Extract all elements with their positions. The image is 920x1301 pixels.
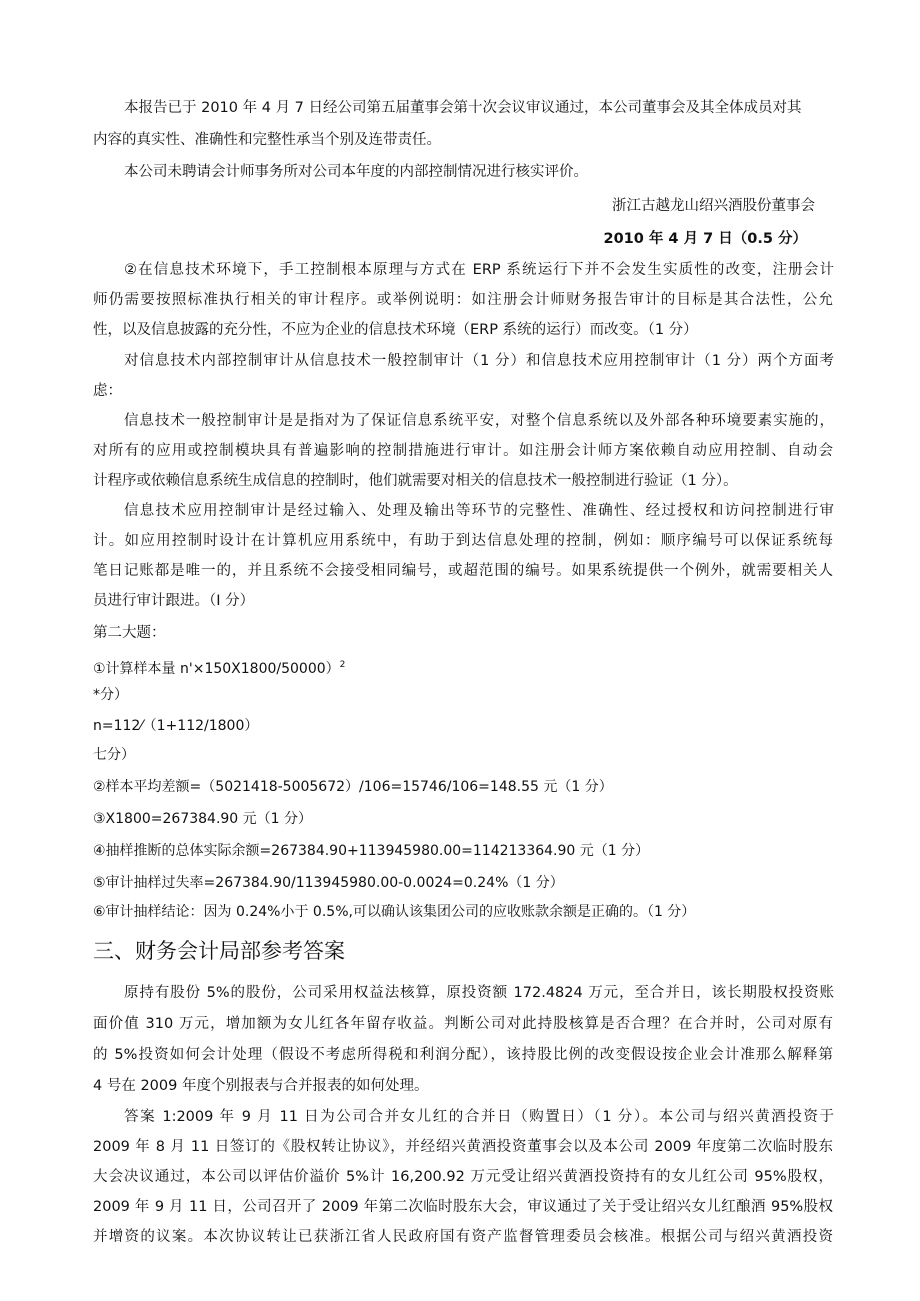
s3-answer-line-3: 大会决议通过，本公司以评估价溢价 5%计 16,200.92 万元受让绍兴黄酒投资持有的女儿红公司 95%股权， xyxy=(93,1169,833,1185)
q2-title: 第二大题： xyxy=(93,625,166,641)
q2-step-5: ④抽样推断的总体实际余额=267384.90+113945980.00=114213364.90 元（1 分） xyxy=(93,843,650,859)
it-p4-line-3: 笔日记账都是唯一的，并且系统不会接受相同编号，或超范围的编号。如果系统提供一个例外，就需要相关人 xyxy=(93,563,833,579)
it-p3-line-3: 计程序或依赖信息系统生成信息的控制时，他们就需要对相关的信息技术一般控制进行验证（1 分）。 xyxy=(93,473,738,489)
q2-step-2-tail: 七分） xyxy=(93,747,135,763)
q2-step-1 xyxy=(93,655,833,679)
s3-answer-line-2: 2009 年 8 月 11 日签订的《股权转让协议》，并经绍兴黄酒投资董事会以及本公司 2009 年度第二次临时股东 xyxy=(93,1139,833,1155)
q2-step-6: ⑤审计抽样过失率=267384.90/113945980.00-0.0024=0.24%（1 分） xyxy=(93,875,564,891)
section-3-heading: 三、财务会计局部参考答案 xyxy=(93,939,345,963)
intro-line-2: 内容的真实性、准确性和完整性承当个别及连带责任。 xyxy=(93,132,441,148)
intro-line-1: 本报告已于 2010 年 4 月 7 日经公司第五届董事会第十次会议审议通过，本公司董事会及其全体成员对其 xyxy=(124,100,802,116)
it-p1-line-2: 师仍需要按照标准执行相关的审计程序。或举例说明：如注册会计师财务报告审计的目标是其合法性，公允 xyxy=(93,292,833,308)
it-p4-line-4: 员进行审计跟进。（I 分） xyxy=(93,593,255,609)
q2-step-1-main: ①计算样本量 n'×150X1800/50000） xyxy=(93,661,340,677)
q2-step-3: ②样本平均差额=（5021418-5005672）/106=15746/106=148.55 元（1 分） xyxy=(93,779,613,795)
s3-question-line-4: 4 号在 2009 年度个别报表与合并报表的如何处理。 xyxy=(93,1078,429,1094)
it-p1-line-3: 性，以及信息披露的充分性，不应为企业的信息技术环境（ERP 系统的运行）而改变。（1 分） xyxy=(93,322,698,338)
q2-step-1-tail: *分） xyxy=(93,687,128,703)
it-p4-line-1: 信息技术应用控制审计是经过输入、处理及输出等环节的完整性、准确性、经过授权和访问控制进行审 xyxy=(124,503,834,519)
it-p4-line-2: 计。如应用控制时设计在计算机应用系统中，有助于到达信息处理的控制，例如：顺序编号可以保证系统每 xyxy=(93,533,833,549)
s3-answer-line-5: 并增资的议案。本次协议转让已获浙江省人民政府国有资产监督管理委员会核准。根据公司与绍兴黄酒投资 xyxy=(93,1229,833,1245)
it-p1-line-1: ②在信息技术环境下，手工控制根本原理与方式在 ERP 系统运行下并不会发生实质性的改变，注册会计 xyxy=(124,262,834,278)
it-p2-line-1: 对信息技术内部控制审计从信息技术一般控制审计（1 分）和信息技术应用控制审计（1 分）两个方面考 xyxy=(124,353,834,369)
q2-step-4: ③X1800=267384.90 元（1 分） xyxy=(93,811,313,827)
q2-step-1-sup: 2 xyxy=(339,660,346,670)
s3-question-line-2: 面价值 310 万元，增加额为女儿红各年留存收益。判断公司对此持股核算是否合理？在合并时，公司对原有 xyxy=(93,1016,833,1032)
it-p2-line-2: 虑： xyxy=(93,383,122,399)
s3-question-line-3: 的 5%投资如何会计处理（假设不考虑所得税和利润分配），该持股比例的改变假设按企业会计准那么解释第 xyxy=(93,1047,833,1063)
s3-answer-line-4: 2009 年 9 月 11 日，公司召开了 2009 年第二次临时股东大会，审议通过了关于受让绍兴女儿红酿酒 95%股权 xyxy=(93,1199,833,1215)
s3-answer-line-1: 答案 1:2009 年 9 月 11 日为公司合并女儿红的合并日（购置日）（1 分）。本公司与绍兴黄酒投资于 xyxy=(124,1109,834,1125)
q2-step-2: n=112⁄（1+112/1800） xyxy=(93,718,259,734)
intro-line-3: 本公司未聘请会计师事务所对公司本年度的内部控制情况进行核实评价。 xyxy=(124,164,588,180)
s3-question-line-1: 原持有股份 5%的股份，公司采用权益法核算，原投资额 172.4824 万元，至合并日，该长期股权投资账 xyxy=(124,985,834,1001)
signer: 浙江古越龙山绍兴酒股份董事会 xyxy=(612,198,815,214)
q2-step-7: ⑥审计抽样结论：因为 0.24%小于 0.5%,可以确认该集团公司的应收账款余额是正确的。（1 分） xyxy=(93,904,696,920)
sign-date: 2010 年 4 月 7 日（0.5 分） xyxy=(603,231,807,247)
it-p3-line-2: 对所有的应用或控制模块具有普遍影响的控制措施进行审计。如注册会计师方案依赖自动应用控制、自动会 xyxy=(93,443,833,459)
it-p3-line-1: 信息技术一般控制审计是是指对为了保证信息系统平安，对整个信息系统以及外部各种环境要素实施的， xyxy=(124,413,834,429)
